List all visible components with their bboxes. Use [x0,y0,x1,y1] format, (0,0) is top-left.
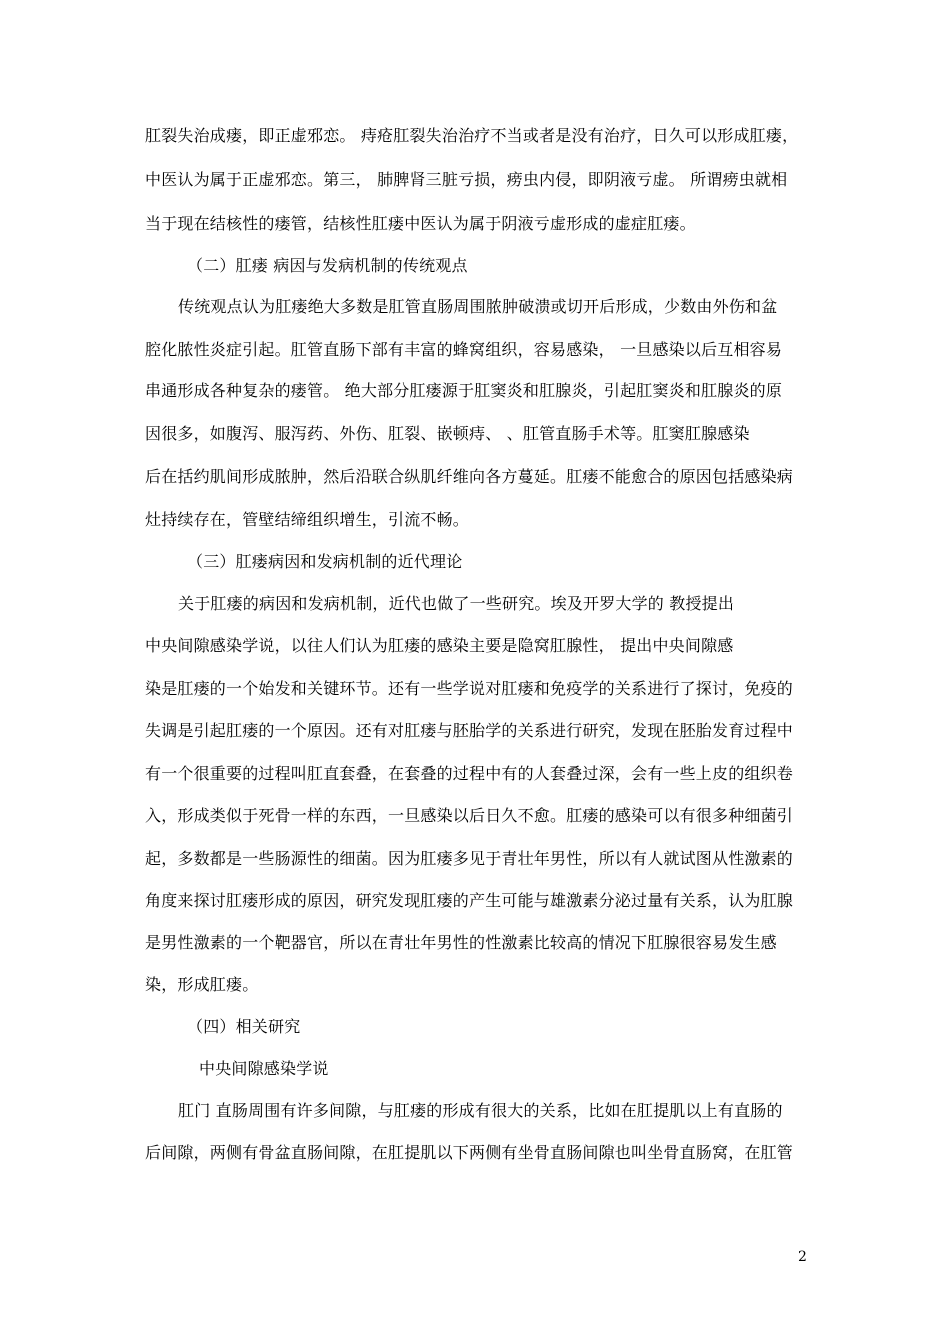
text-line: 中央间隙感染学说，以往人们认为肛瘘的感染主要是隐窝肛腺性， 提出中央间隙感 [145,636,734,655]
text-line: 入，形成类似于死骨一样的东西，一旦感染以后日久不愈。肛瘘的感染可以有很多种细菌引 [145,806,794,825]
text-line: 当于现在结核性的瘘管，结核性肛瘘中医认为属于阴液亏虚形成的虚症肛瘘。 [145,214,696,233]
page-number: 2 [798,1249,807,1265]
text-line: 关于肛瘘的病因和发病机制，近代也做了一些研究。埃及开罗大学的 教授提出 [178,594,735,613]
text-line: 肛门 直肠周围有许多间隙，与肛瘘的形成有很大的关系，比如在肛提肌以上有直肠的 [178,1101,783,1120]
text-line: 腔化脓性炎症引起。肛管直肠下部有丰富的蜂窝组织，容易感染， 一旦感染以后互相容易 [145,340,783,359]
text-line: 染，形成肛瘘。 [145,975,259,994]
text-line: 有一个很重要的过程叫肛直套叠，在套叠的过程中有的人套叠过深，会有一些上皮的组织卷 [145,764,794,783]
text-line: 肛裂失治成瘘，即正虚邪恋。 痔疮肛裂失治治疗不当或者是没有治疗，日久可以形成肛瘘， [145,126,799,145]
text-line: 传统观点认为肛瘘绝大多数是肛管直肠周围脓肿破溃或切开后形成，少数由外伤和盆 [178,297,778,316]
text-line: 因很多，如腹泻、服泻药、外伤、肛裂、嵌顿痔、 、肛管直肠手术等。肛窦肛腺感染 [145,424,750,443]
text-line: 角度来探讨肛瘘形成的原因，研究发现肛瘘的产生可能与雄激素分泌过量有关系，认为肛腺 [145,891,794,910]
text-line: 是男性激素的一个靶器官，所以在青壮年男性的性激素比较高的情况下肛腺很容易发生感 [145,933,777,952]
text-line: 后间隙，两侧有骨盆直肠间隙，在肛提肌以下两侧有坐骨直肠间隙也叫坐骨直肠窝，在肛管 [145,1143,794,1162]
section-heading: （二）肛瘘 病因与发病机制的传统观点 [187,256,468,275]
text-line: 中医认为属于正虚邪恋。第三， 肺脾肾三脏亏损，痨虫内侵，即阴液亏虚。 所谓痨虫就相 [145,170,788,189]
text-line: 灶持续存在，管壁结缔组织增生，引流不畅。 [145,510,470,529]
text-line: 染是肛瘘的一个始发和关键环节。还有一些学说对肛瘘和免疫学的关系进行了探讨，免疫的 [145,679,794,698]
text-line: 后在括约肌间形成脓肿，然后沿联合纵肌纤维向各方蔓延。肛瘘不能愈合的原因包括感染病 [145,467,794,486]
subsection-heading: 中央间隙感染学说 [199,1059,329,1078]
section-heading: （三）肛瘘病因和发病机制的近代理论 [187,552,463,571]
text-line: 起，多数都是一些肠源性的细菌。因为肛瘘多见于青壮年男性，所以有人就试图从性激素的 [145,849,794,868]
section-heading: （四）相关研究 [187,1017,301,1036]
text-line: 失调是引起肛瘘的一个原因。还有对肛瘘与胚胎学的关系进行研究，发现在胚胎发育过程中 [145,721,794,740]
text-line: 串通形成各种复杂的瘘管。 绝大部分肛瘘源于肛窦炎和肛腺炎，引起肛窦炎和肛腺炎的原 [145,381,783,400]
